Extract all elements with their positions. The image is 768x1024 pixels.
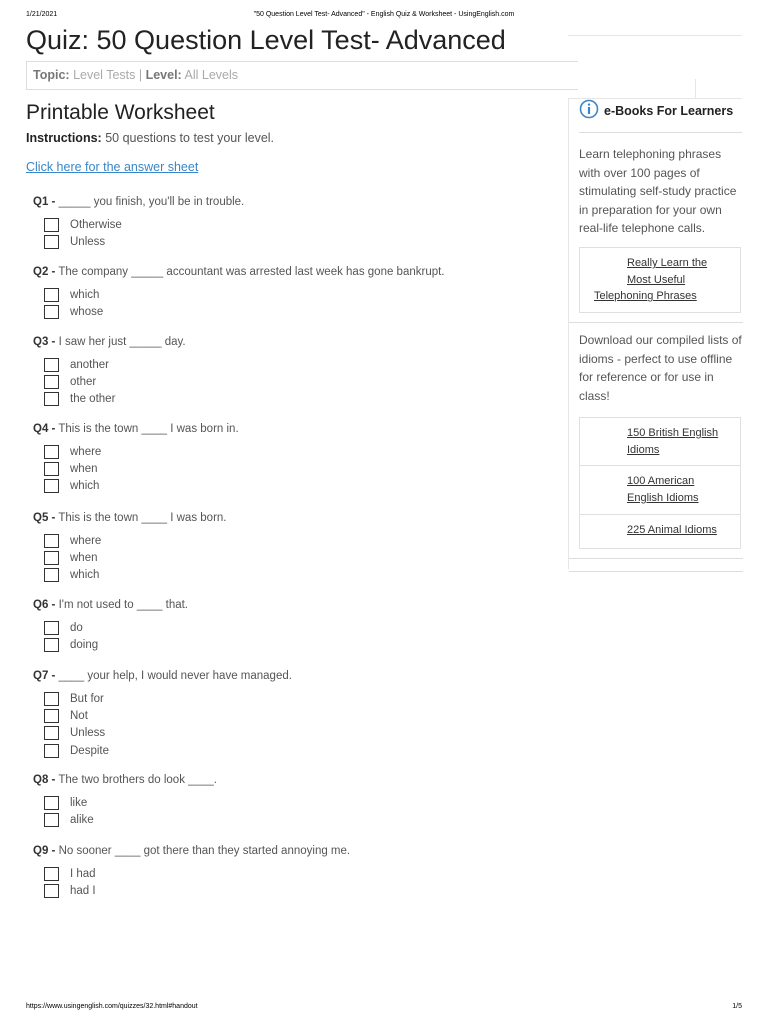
- answer-option: [33, 462, 553, 479]
- question-prompt: I'm not used to ____ that.: [58, 599, 188, 611]
- option-label: I had: [70, 868, 96, 880]
- option-label: Unless: [70, 727, 106, 740]
- print-date: 1/21/2021: [26, 11, 58, 18]
- answer-option: [33, 796, 553, 813]
- question-prompt: This is the town ____ I was born.: [58, 512, 227, 524]
- question-prompt: The company _____ accountant was arrested last week has gone bankrupt.: [58, 266, 445, 278]
- option-label: Otherwise: [70, 219, 122, 231]
- question-text: [33, 844, 553, 861]
- question-5: [33, 511, 553, 586]
- idioms-promo-text: Download our compiled lists of idioms - perfect to use offline for reference or for use in class!: [579, 333, 742, 403]
- answer-checkbox[interactable]: [44, 462, 59, 476]
- question-prompt: No sooner ____ got there than they started annoying me.: [58, 845, 351, 857]
- option-label: when: [70, 552, 98, 565]
- question-2: [33, 265, 553, 322]
- telephoning-book-link[interactable]: Really Learn the: [627, 257, 708, 269]
- option-label: Not: [70, 710, 88, 723]
- print-document-title: "50 Question Level Test- Advanced" - English Quiz & Worksheet - UsingEnglish.com: [253, 11, 515, 18]
- ebooks-title: e-Books For Learners: [604, 104, 734, 118]
- question-prompt: ____ your help, I would never have managed.: [58, 670, 292, 682]
- question-text: [33, 422, 553, 439]
- sidebar-divider: [569, 558, 743, 559]
- instructions-text: 50 questions to test your level.: [105, 131, 275, 145]
- option-label: which: [70, 289, 100, 301]
- answer-checkbox[interactable]: [44, 479, 59, 493]
- answer-checkbox[interactable]: [44, 375, 59, 389]
- question-prompt: I saw her just _____ day.: [58, 336, 186, 348]
- instructions: [26, 131, 274, 145]
- question-number: Q8 -: [33, 774, 56, 786]
- answer-option: [33, 288, 553, 305]
- question-number: Q5 -: [33, 512, 56, 524]
- question-1: [33, 195, 553, 252]
- question-number: Q6 -: [33, 599, 56, 611]
- option-label: doing: [70, 639, 99, 652]
- answer-option: [33, 709, 553, 726]
- answer-checkbox[interactable]: [44, 884, 59, 898]
- answer-option: [33, 692, 553, 709]
- question-text: [33, 511, 553, 528]
- sidebar-top-bar: [568, 35, 742, 99]
- answer-option: [33, 867, 553, 884]
- answer-option: [33, 479, 553, 496]
- option-label: when: [70, 463, 98, 476]
- option-label: had I: [70, 885, 96, 898]
- option-label: But for: [70, 693, 104, 705]
- option-label: which: [70, 569, 100, 582]
- page-number: 1/5: [732, 1003, 742, 1010]
- answer-checkbox[interactable]: [44, 692, 59, 706]
- question-prompt: This is the town ____ I was born in.: [58, 423, 239, 435]
- answer-checkbox[interactable]: [44, 796, 59, 810]
- question-number: Q1 -: [33, 196, 56, 208]
- question-4: [33, 422, 553, 497]
- answer-option: [33, 358, 553, 375]
- question-7: [33, 669, 553, 761]
- idioms-link-list: [579, 417, 741, 549]
- page-title: Quiz: 50 Question Level Test- Advanced: [26, 25, 506, 55]
- answer-checkbox[interactable]: [44, 568, 59, 582]
- question-6: [33, 598, 553, 655]
- option-label: Unless: [70, 236, 106, 249]
- answer-sheet-link[interactable]: Click here for the answer sheet: [26, 160, 199, 174]
- telephoning-book-box: [579, 247, 741, 313]
- idiom-list-item: [580, 418, 740, 466]
- answer-checkbox[interactable]: [44, 638, 59, 652]
- question-number: Q3 -: [33, 336, 56, 348]
- answer-option: [33, 551, 553, 568]
- american-idioms-link[interactable]: English Idioms: [627, 491, 699, 504]
- question-text: [33, 265, 553, 282]
- print-header: [26, 11, 742, 21]
- question-number: Q4 -: [33, 423, 56, 435]
- question-text: [33, 598, 553, 615]
- topic-link[interactable]: Level Tests: [73, 68, 136, 82]
- answer-checkbox[interactable]: [44, 392, 59, 406]
- answer-checkbox[interactable]: [44, 813, 59, 827]
- question-9: [33, 844, 553, 901]
- question-3: [33, 335, 553, 410]
- question-text: [33, 195, 553, 212]
- answer-checkbox[interactable]: [44, 709, 59, 723]
- answer-checkbox[interactable]: [44, 867, 59, 881]
- topic-label: Topic:: [33, 68, 70, 82]
- answer-checkbox[interactable]: [44, 445, 59, 459]
- option-label: where: [70, 535, 102, 547]
- question-text: [33, 669, 553, 686]
- question-prompt: _____ you finish, you'll be in trouble.: [58, 196, 245, 208]
- answer-option: [33, 726, 553, 743]
- option-label: like: [70, 797, 88, 809]
- answer-option: [33, 305, 553, 322]
- question-prompt: The two brothers do look ____.: [58, 774, 217, 786]
- answer-checkbox[interactable]: [44, 744, 59, 758]
- answer-option: [33, 534, 553, 551]
- question-text: [33, 335, 553, 352]
- sidebar-divider: [569, 571, 743, 572]
- instructions-label: Instructions:: [26, 131, 102, 145]
- question-number: Q7 -: [33, 670, 56, 682]
- option-label: other: [70, 376, 97, 389]
- question-number: Q2 -: [33, 266, 56, 278]
- answer-checkbox[interactable]: [44, 551, 59, 565]
- telephoning-book-link[interactable]: Telephoning Phrases: [594, 290, 697, 303]
- option-label: the other: [70, 393, 116, 406]
- answer-checkbox[interactable]: [44, 235, 59, 249]
- option-label: which: [70, 480, 100, 493]
- answer-checkbox[interactable]: [44, 288, 59, 302]
- answer-option: [33, 445, 553, 462]
- answer-checkbox[interactable]: [44, 726, 59, 740]
- answer-checkbox[interactable]: [44, 218, 59, 232]
- answer-option: [33, 375, 553, 392]
- british-idioms-link[interactable]: Idioms: [627, 443, 660, 456]
- option-label: Despite: [70, 744, 109, 757]
- telephoning-promo-text: Learn telephoning phrases with over 100 pages of stimulating self-study practice in preparation for your own real-life telephone calls.: [579, 147, 737, 235]
- option-label: do: [70, 622, 83, 634]
- answer-option: [33, 392, 553, 409]
- question-text: [33, 773, 553, 790]
- ebooks-panel: [568, 99, 742, 569]
- meta-separator: |: [138, 68, 143, 82]
- telephoning-book-link[interactable]: Most Useful: [627, 273, 686, 286]
- answer-checkbox[interactable]: [44, 534, 59, 548]
- answer-option: [33, 568, 553, 585]
- answer-option: [33, 813, 553, 830]
- answer-option: [33, 744, 553, 761]
- section-title: Printable Worksheet: [26, 101, 215, 124]
- answer-checkbox[interactable]: [44, 621, 59, 635]
- answer-checkbox[interactable]: [44, 358, 59, 372]
- answer-option: [33, 621, 553, 638]
- animal-idioms-link[interactable]: 225 Animal Idioms: [627, 524, 717, 536]
- info-icon: [579, 99, 599, 119]
- ebooks-header: [579, 99, 742, 133]
- answer-option: [33, 235, 553, 252]
- level-label: Level:: [145, 68, 182, 82]
- option-label: where: [70, 446, 102, 458]
- level-link[interactable]: All Levels: [184, 68, 239, 82]
- option-label: another: [70, 359, 110, 371]
- american-idioms-link[interactable]: 100 American: [627, 475, 695, 487]
- answer-option: [33, 218, 553, 235]
- answer-checkbox[interactable]: [44, 305, 59, 319]
- print-url: https://www.usingenglish.com/quizzes/32.html#handout: [26, 1003, 198, 1010]
- sidebar-divider: [695, 79, 696, 99]
- sidebar: [568, 35, 742, 575]
- idiom-list-item: [580, 515, 740, 548]
- british-idioms-link[interactable]: 150 British English: [627, 427, 719, 439]
- quiz-meta-bar: [26, 61, 578, 90]
- idiom-list-item: [580, 466, 740, 515]
- question-8: [33, 773, 553, 830]
- option-label: alike: [70, 814, 94, 827]
- answer-option: [33, 884, 553, 901]
- question-number: Q9 -: [33, 845, 56, 857]
- option-label: whose: [70, 306, 104, 319]
- answer-option: [33, 638, 553, 655]
- sidebar-divider: [569, 322, 743, 323]
